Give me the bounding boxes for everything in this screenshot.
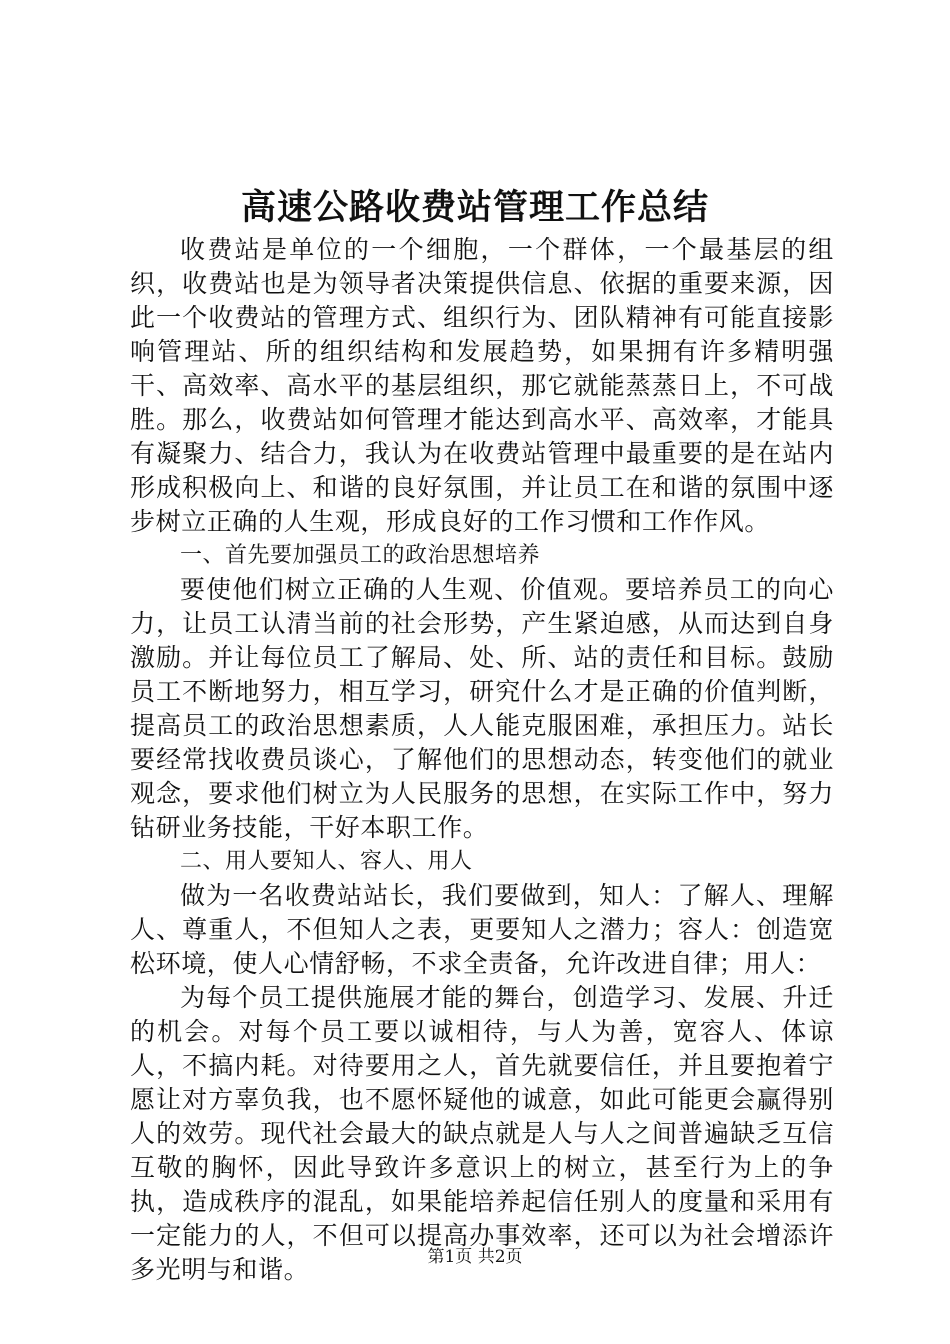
document-body (130, 233, 834, 1287)
paragraph-intro: 收费站是单位的一个细胞，一个群体，一个最基层的组织，收费站也是为领导者决策提供信息、依据的重要来源，因此一个收费站的管理方式、组织行为、团队精神有可能直接影响管理站、所的组织结构和发展趋势，如果拥有许多精明强干、高效率、高水平的基层组织，那它就能蒸蒸日上，不可战胜。那么，收费站如何管理才能达到高水平、高效率，才能具有凝聚力、结合力，我认为在收费站管理中最重要的是在站内形成积极向上、和谐的良好氛围，并让员工在和谐的氛围中逐步树立正确的人生观，形成良好的工作习惯和工作作风。 (130, 235, 834, 536)
paragraph-section-2a: 做为一名收费站站长，我们要做到，知人：了解人、理解人、尊重人，不但知人之表，更要知人之潜力；容人：创造宽松环境，使人心情舒畅，不求全责备，允许改进自律；用人： (130, 881, 834, 978)
section-heading-1: 一、首先要加强员工的政治思想培养 (180, 543, 541, 568)
paragraph-section-2b: 为每个员工提供施展才能的舞台，创造学习、发展、升迁的机会。对每个员工要以诚相待，与人为善，宽容人、体谅人，不搞内耗。对待要用之人，首先就要信任，并且要抱着宁愿让对方辜负我，也不愿怀疑他的诚意，如此可能更会赢得别人的效劳。现代社会最大的缺点就是人与人之间普遍缺乏互信互敬的胸怀，因此导致许多意识上的树立，甚至行为上的争执，造成秩序的混乱，如果能培养起信任别人的度量和采用有一定能力的人，不但可以提高办事效率，还可以为社会增添许多光明与和谐。 (130, 983, 834, 1284)
paragraph-section-1: 要使他们树立正确的人生观、价值观。要培养员工的向心力，让员工认清当前的社会形势，产生紧迫感，从而达到自身激励。并让每位员工了解局、处、所、站的责任和目标。鼓励员工不断地努力，相互学习，研究什么才是正确的价值判断，提高员工的政治思想素质，人人能克服困难，承担压力。站长要经常找收费员谈心，了解他们的思想动态，转变他们的就业观念，要求他们树立为人民服务的思想，在实际工作中，努力钻研业务技能，干好本职工作。 (130, 575, 834, 842)
page-footer: 第1页 共2页 (427, 1247, 523, 1267)
section-heading-2: 二、用人要知人、容人、用人 (180, 849, 473, 874)
document-title: 高速公路收费站管理工作总结 (240, 187, 709, 228)
